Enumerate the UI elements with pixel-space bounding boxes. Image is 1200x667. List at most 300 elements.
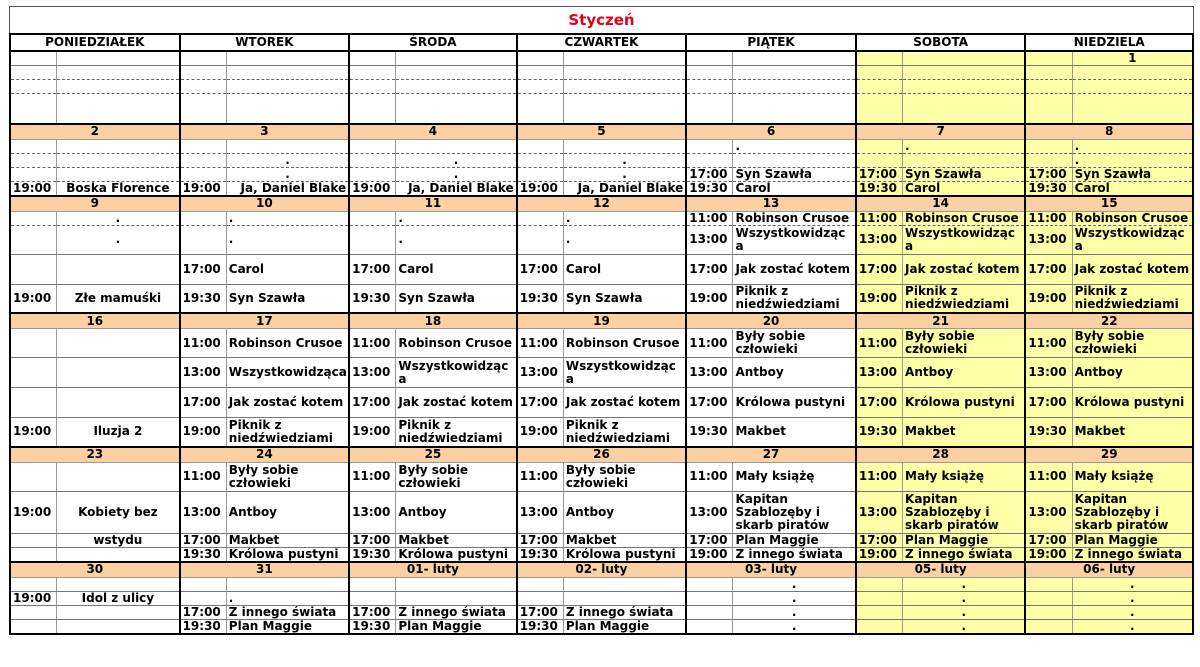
empty-cell [686, 577, 733, 591]
placeholder-dot: . [1072, 619, 1193, 634]
showtime: 17:00 [856, 167, 903, 181]
day-number: 02- luty [517, 562, 687, 578]
placeholder-dot: . [563, 153, 686, 167]
movie-title[interactable]: Kapitan Szablozęby i skarb piratów [903, 491, 1026, 533]
movie-title[interactable]: Syn Szawła [903, 167, 1026, 181]
schedule-row [10, 284, 1193, 313]
movie-title[interactable]: Plan Maggie [226, 619, 349, 634]
day-number: 13 [686, 196, 856, 212]
movie-title[interactable]: Makbet [396, 533, 517, 547]
showtime: 11:00 [1025, 462, 1072, 491]
showtime: 13:00 [349, 491, 396, 533]
movie-title[interactable]: Królowa pustyni [1072, 388, 1193, 418]
empty-cell [57, 605, 180, 619]
movie-title[interactable]: Królowa pustyni [226, 547, 349, 562]
showtime: 19:30 [349, 547, 396, 562]
movie-title[interactable]: Syn Szawła [226, 284, 349, 313]
showtime: 11:00 [517, 329, 564, 358]
empty-cell [903, 51, 1026, 66]
day-number: 31 [180, 562, 350, 578]
empty-cell [349, 94, 396, 124]
empty-cell [57, 619, 180, 634]
empty-cell [903, 66, 1026, 80]
movie-title[interactable]: Wszystkowidząc a [396, 358, 517, 388]
placeholder-dot: . [1072, 153, 1193, 167]
movie-title[interactable]: Były sobie człowieki [396, 462, 517, 491]
empty-cell [396, 80, 517, 94]
movie-title[interactable]: Plan Maggie [1072, 533, 1193, 547]
movie-title[interactable]: Jak zostać kotem [733, 254, 856, 284]
empty-cell [686, 591, 733, 605]
placeholder-dot: . [226, 211, 349, 225]
empty-cell [10, 153, 57, 167]
movie-title[interactable]: Piknik z niedźwiedziami [226, 418, 349, 447]
empty-cell [563, 51, 686, 66]
movie-title[interactable]: Carol [396, 254, 517, 284]
empty-cell [1025, 139, 1072, 153]
movie-title[interactable]: Jak zostać kotem [396, 388, 517, 418]
placeholder-dot: . [563, 225, 686, 254]
showtime: 17:00 [180, 533, 227, 547]
showtime: 17:00 [517, 605, 564, 619]
empty-cell [226, 577, 349, 591]
movie-title[interactable]: Plan Maggie [396, 619, 517, 634]
movie-title[interactable]: Antboy [903, 358, 1026, 388]
weekday-header: ŚRODA [349, 34, 517, 51]
empty-cell [1025, 153, 1072, 167]
movie-title[interactable]: Mały książę [903, 462, 1026, 491]
weekday-header: WTOREK [180, 34, 350, 51]
empty-cell [349, 577, 396, 591]
movie-title[interactable]: Królowa pustyni [903, 388, 1026, 418]
day-number: 4 [349, 124, 517, 140]
movie-title[interactable]: Wszystkowidząc a [563, 358, 686, 388]
empty-cell [10, 619, 57, 634]
empty-cell [517, 51, 564, 66]
movie-title[interactable]: Piknik z niedźwiedziami [1072, 284, 1193, 313]
empty-cell [686, 153, 733, 167]
month-title: Styczeń [9, 6, 1194, 33]
movie-title[interactable]: Jak zostać kotem [903, 254, 1026, 284]
movie-title[interactable]: Makbet [226, 533, 349, 547]
movie-title[interactable]: Carol [733, 181, 856, 196]
movie-title[interactable]: Piknik z niedźwiedziami [733, 284, 856, 313]
placeholder-dot: . [563, 211, 686, 225]
showtime: 19:30 [517, 284, 564, 313]
empty-cell [1025, 619, 1072, 634]
empty-cell [1025, 605, 1072, 619]
empty-cell [57, 66, 180, 80]
empty-cell [10, 462, 57, 491]
movie-title[interactable]: Piknik z niedźwiedziami [396, 418, 517, 447]
movie-title[interactable]: Królowa pustyni [396, 547, 517, 562]
day-number: 14 [856, 196, 1026, 212]
showtime: 19:30 [686, 181, 733, 196]
schedule-row [10, 418, 1193, 447]
schedule-row [10, 591, 1193, 605]
schedule-row [10, 80, 1193, 94]
empty-cell [396, 94, 517, 124]
movie-title[interactable]: Makbet [733, 418, 856, 447]
empty-cell [10, 167, 57, 181]
day-number-row [10, 124, 1193, 140]
placeholder-dot: . [733, 591, 856, 605]
movie-title[interactable]: Ja, Daniel Blake [226, 181, 349, 196]
showtime: 11:00 [1025, 211, 1072, 225]
movie-title[interactable]: Z innego świata [903, 547, 1026, 562]
movie-title[interactable]: Syn Szawła [396, 284, 517, 313]
empty-cell [180, 139, 227, 153]
empty-cell [733, 66, 856, 80]
showtime: 11:00 [856, 462, 903, 491]
showtime: 19:00 [180, 181, 227, 196]
day-number: 22 [1025, 313, 1193, 329]
movie-title[interactable]: Z innego świata [396, 605, 517, 619]
calendar-sheet [9, 6, 1194, 635]
day-number: 3 [180, 124, 350, 140]
movie-title[interactable]: Robinson Crusoe [903, 211, 1026, 225]
placeholder-dot: . [396, 225, 517, 254]
movie-title[interactable]: Makbet [1072, 418, 1193, 447]
showtime: 19:30 [1025, 181, 1072, 196]
movie-title[interactable]: Robinson Crusoe [226, 329, 349, 358]
placeholder-dot: . [396, 211, 517, 225]
empty-cell [563, 139, 686, 153]
movie-title[interactable]: Wszystkowidząc a [1072, 225, 1193, 254]
movie-title[interactable]: Wszystkowidząc a [903, 225, 1026, 254]
empty-cell [856, 605, 903, 619]
movie-title[interactable]: Robinson Crusoe [1072, 211, 1193, 225]
movie-title[interactable]: Carol [1072, 181, 1193, 196]
day-number: 23 [10, 447, 180, 463]
empty-cell [180, 225, 227, 254]
showtime: 17:00 [856, 254, 903, 284]
day-number: 18 [349, 313, 517, 329]
showtime: 13:00 [1025, 358, 1072, 388]
showtime: 13:00 [686, 358, 733, 388]
schedule-row [10, 153, 1193, 167]
showtime: 17:00 [180, 254, 227, 284]
movie-title[interactable]: Plan Maggie [563, 619, 686, 634]
movie-title[interactable]: Boska Florence [57, 181, 180, 196]
placeholder-dot: . [1072, 139, 1193, 153]
showtime: 17:00 [517, 533, 564, 547]
empty-cell [57, 358, 180, 388]
empty-cell [396, 591, 517, 605]
showtime: 13:00 [686, 491, 733, 533]
empty-cell [856, 139, 903, 153]
movie-title[interactable]: Carol [563, 254, 686, 284]
empty-cell [517, 591, 564, 605]
movie-title[interactable]: Z innego świata [733, 547, 856, 562]
movie-title[interactable]: Ja, Daniel Blake [563, 181, 686, 196]
schedule-row [10, 491, 1193, 533]
empty-cell [563, 66, 686, 80]
showtime: 19:00 [1025, 547, 1072, 562]
placeholder-dot: . [226, 591, 349, 605]
empty-cell [10, 358, 57, 388]
movie-title[interactable]: Kapitan Szablozęby i skarb piratów [733, 491, 856, 533]
movie-title[interactable]: Były sobie człowieki [1072, 329, 1193, 358]
empty-cell [686, 80, 733, 94]
day-number: 9 [10, 196, 180, 212]
empty-cell [349, 591, 396, 605]
day-number: 1 [1072, 51, 1193, 66]
day-number: 10 [180, 196, 350, 212]
empty-cell [1025, 66, 1072, 80]
day-number: 05- luty [856, 562, 1026, 578]
empty-cell [10, 577, 57, 591]
movie-title[interactable]: Carol [226, 254, 349, 284]
empty-cell [396, 51, 517, 66]
empty-cell [57, 167, 180, 181]
placeholder-dot: . [733, 605, 856, 619]
showtime: 11:00 [856, 211, 903, 225]
placeholder-dot: . [903, 139, 1026, 153]
empty-cell [856, 80, 903, 94]
empty-cell [180, 94, 227, 124]
showtime: 17:00 [349, 254, 396, 284]
showtime: 19:00 [349, 181, 396, 196]
placeholder-dot: . [733, 577, 856, 591]
movie-title[interactable]: Syn Szawła [733, 167, 856, 181]
placeholder-dot: . [1072, 577, 1193, 591]
empty-cell [10, 254, 57, 284]
empty-cell [563, 80, 686, 94]
movie-title[interactable]: Carol [903, 181, 1026, 196]
showtime: 11:00 [349, 329, 396, 358]
movie-title[interactable]: Złe mamuśki [57, 284, 180, 313]
placeholder-dot: . [226, 225, 349, 254]
schedule-row [10, 619, 1193, 634]
day-number: 17 [180, 313, 350, 329]
empty-cell [856, 577, 903, 591]
placeholder-dot: . [903, 605, 1026, 619]
showtime: 19:30 [856, 418, 903, 447]
showtime: 17:00 [1025, 167, 1072, 181]
empty-cell [1025, 51, 1072, 66]
schedule-row [10, 462, 1193, 491]
schedule-row [10, 547, 1193, 562]
movie-title[interactable]: Z innego świata [1072, 547, 1193, 562]
movie-title[interactable]: Królowa pustyni [733, 388, 856, 418]
showtime: 13:00 [517, 491, 564, 533]
day-number: 16 [10, 313, 180, 329]
day-number: 11 [349, 196, 517, 212]
empty-cell [517, 167, 564, 181]
movie-title[interactable]: Były sobie człowieki [226, 462, 349, 491]
movie-title[interactable]: Piknik z niedźwiedziami [903, 284, 1026, 313]
movie-title[interactable]: Były sobie człowieki [563, 462, 686, 491]
showtime: 11:00 [686, 462, 733, 491]
movie-title[interactable]: Iluzja 2 [57, 418, 180, 447]
empty-cell [686, 619, 733, 634]
showtime: 17:00 [856, 533, 903, 547]
showtime: 19:30 [180, 284, 227, 313]
showtime: 17:00 [1025, 388, 1072, 418]
empty-cell [686, 139, 733, 153]
movie-title[interactable]: Wszystkowidząc a [733, 225, 856, 254]
showtime: 19:00 [10, 181, 57, 196]
showtime: 13:00 [856, 491, 903, 533]
empty-cell [57, 577, 180, 591]
empty-cell [10, 211, 57, 225]
movie-title[interactable]: Syn Szawła [1072, 167, 1193, 181]
day-number: 26 [517, 447, 687, 463]
empty-cell [10, 66, 57, 80]
movie-title[interactable]: Jak zostać kotem [563, 388, 686, 418]
placeholder-dot: . [733, 619, 856, 634]
empty-cell [856, 94, 903, 124]
empty-cell [10, 51, 57, 66]
movie-title[interactable]: Królowa pustyni [563, 547, 686, 562]
empty-cell [903, 153, 1026, 167]
empty-cell [517, 153, 564, 167]
day-number: 19 [517, 313, 687, 329]
empty-cell [349, 51, 396, 66]
schedule-row [10, 225, 1193, 254]
empty-cell [10, 388, 57, 418]
empty-cell [517, 225, 564, 254]
empty-cell [226, 51, 349, 66]
movie-title[interactable]: Kobiety bez [57, 491, 180, 533]
movie-title[interactable]: Mały książę [1072, 462, 1193, 491]
movie-title[interactable]: Robinson Crusoe [396, 329, 517, 358]
movie-title[interactable]: Robinson Crusoe [563, 329, 686, 358]
movie-title[interactable]: Mały książę [733, 462, 856, 491]
movie-title[interactable]: Robinson Crusoe [733, 211, 856, 225]
showtime: 17:00 [686, 388, 733, 418]
empty-cell [180, 80, 227, 94]
empty-cell [903, 94, 1026, 124]
showtime: 19:00 [856, 284, 903, 313]
movie-title[interactable]: Ja, Daniel Blake [396, 181, 517, 196]
day-number: 6 [686, 124, 856, 140]
weekday-header: PIĄTEK [686, 34, 856, 51]
empty-cell [10, 225, 57, 254]
movie-title[interactable]: Kapitan Szablozęby i skarb piratów [1072, 491, 1193, 533]
schedule-row [10, 94, 1193, 124]
placeholder-dot: . [733, 139, 856, 153]
showtime: 13:00 [180, 358, 227, 388]
empty-cell [733, 153, 856, 167]
placeholder-dot: . [226, 153, 349, 167]
weekday-header: CZWARTEK [517, 34, 687, 51]
showtime: 19:30 [517, 619, 564, 634]
day-number: 24 [180, 447, 350, 463]
placeholder-dot: . [57, 225, 180, 254]
movie-title[interactable]: Antboy [733, 358, 856, 388]
movie-title[interactable]: Z innego świata [226, 605, 349, 619]
movie-title[interactable]: Syn Szawła [563, 284, 686, 313]
empty-cell [1025, 577, 1072, 591]
schedule-row [10, 447, 1193, 463]
showtime: 13:00 [349, 358, 396, 388]
showtime: 17:00 [349, 533, 396, 547]
showtime: 13:00 [856, 358, 903, 388]
placeholder-dot: . [1072, 605, 1193, 619]
empty-cell [517, 80, 564, 94]
movie-title[interactable]: Antboy [1072, 358, 1193, 388]
empty-cell [349, 139, 396, 153]
showtime: 19:00 [10, 591, 57, 605]
empty-cell [349, 153, 396, 167]
movie-title[interactable]: Plan Maggie [903, 533, 1026, 547]
empty-cell [733, 94, 856, 124]
showtime: 13:00 [1025, 225, 1072, 254]
movie-title[interactable]: Jak zostać kotem [226, 388, 349, 418]
showtime: 19:00 [1025, 284, 1072, 313]
showtime: 13:00 [856, 225, 903, 254]
schedule-row [10, 139, 1193, 153]
day-number: 12 [517, 196, 687, 212]
movie-title[interactable]: Antboy [396, 491, 517, 533]
empty-cell [686, 66, 733, 80]
movie-title[interactable]: Piknik z niedźwiedziami [563, 418, 686, 447]
showtime: 19:30 [856, 181, 903, 196]
movie-title[interactable]: Były sobie człowieki [903, 329, 1026, 358]
showtime: 11:00 [856, 329, 903, 358]
schedule-row [10, 562, 1193, 578]
empty-cell [10, 94, 57, 124]
movie-title[interactable]: Idol z ulicy [57, 591, 180, 605]
empty-cell [180, 591, 227, 605]
showtime: 17:00 [517, 388, 564, 418]
empty-cell [349, 211, 396, 225]
showtime: 17:00 [1025, 533, 1072, 547]
empty-cell [856, 619, 903, 634]
placeholder-dot: . [396, 153, 517, 167]
empty-cell [563, 591, 686, 605]
empty-cell [396, 66, 517, 80]
showtime: 19:30 [349, 284, 396, 313]
empty-cell [226, 139, 349, 153]
placeholder-dot: . [903, 591, 1026, 605]
showtime: 19:30 [349, 619, 396, 634]
movie-title[interactable]: wstydu [57, 533, 180, 547]
schedule-row [10, 358, 1193, 388]
schedule-row [10, 533, 1193, 547]
empty-cell [226, 80, 349, 94]
showtime: 11:00 [180, 329, 227, 358]
movie-title[interactable]: Makbet [903, 418, 1026, 447]
movie-title[interactable]: Plan Maggie [733, 533, 856, 547]
movie-title[interactable]: Wszystkowidząca [226, 358, 349, 388]
empty-cell [349, 167, 396, 181]
empty-cell [1072, 66, 1193, 80]
showtime: 17:00 [349, 605, 396, 619]
day-number: 06- luty [1025, 562, 1193, 578]
movie-title[interactable]: Jak zostać kotem [1072, 254, 1193, 284]
movie-title[interactable]: Antboy [563, 491, 686, 533]
showtime: 17:00 [349, 388, 396, 418]
empty-cell [57, 139, 180, 153]
schedule-table [9, 33, 1194, 635]
movie-title[interactable]: Były sobie człowieki [733, 329, 856, 358]
week-row [10, 51, 1193, 66]
day-number: 7 [856, 124, 1026, 140]
movie-title[interactable]: Antboy [226, 491, 349, 533]
showtime: 19:00 [10, 284, 57, 313]
empty-cell [396, 139, 517, 153]
empty-cell [10, 547, 57, 562]
showtime: 11:00 [349, 462, 396, 491]
showtime: 19:00 [686, 547, 733, 562]
day-number: 21 [856, 313, 1026, 329]
movie-title[interactable]: Makbet [563, 533, 686, 547]
movie-title[interactable]: Z innego świata [563, 605, 686, 619]
day-number: 25 [349, 447, 517, 463]
